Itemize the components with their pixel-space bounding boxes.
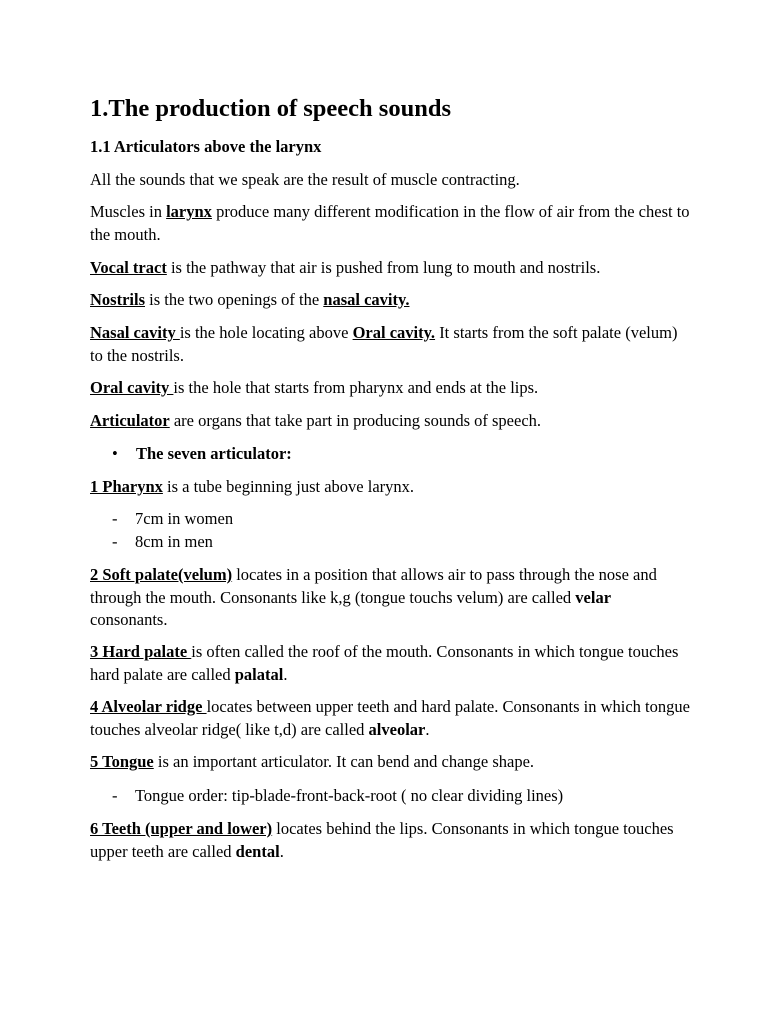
dash-icon: -	[112, 532, 118, 551]
paragraph-larynx: Muscles in larynx produce many different modification in the flow of air from the chest to the mouth.	[90, 202, 690, 244]
page-title: 1.The production of speech sounds	[90, 95, 452, 122]
paragraph-articulator: Articulator are organs that take part in producing sounds of speech.	[90, 411, 542, 430]
paragraph-soft-palate: 2 Soft palate(velum) locates in a position that allows air to pass through the nose and through the mouth. Consonants like k,g (tongue touchs velum) are called velar consonants.	[90, 565, 657, 629]
term-palatal: palatal	[234, 664, 284, 684]
term-hard-palate: 3 Hard palate	[90, 642, 192, 661]
paragraph-nostrils: Nostrils is the two openings of the nasal cavity.	[90, 290, 410, 309]
paragraph-pharynx: 1 Pharynx is a tube beginning just above larynx.	[90, 477, 415, 496]
term-nostrils: Nostrils	[90, 290, 145, 309]
term-pharynx: 1 Pharynx	[90, 477, 163, 496]
term-velar: velar	[575, 587, 612, 607]
term-vocal-tract: Vocal tract	[90, 258, 167, 277]
paragraph-hard-palate: 3 Hard palate is often called the roof of the mouth. Consonants in which tongue touches hard palate are called palatal.	[90, 642, 679, 684]
paragraph-alveolar-ridge: 4 Alveolar ridge locates between upper teeth and hard palate. Consonants in which tongue touches alveolar ridge( like t,d) are called alveolar.	[90, 697, 690, 739]
term-nasal-cavity: nasal cavity.	[323, 290, 410, 309]
term-nasal-cavity-def: Nasal cavity	[90, 323, 180, 342]
term-alveolar-ridge: 4 Alveolar ridge	[90, 697, 207, 716]
list-item: - 7cm in women	[112, 508, 233, 531]
dash-icon: -	[112, 786, 118, 805]
bullet-item-seven-articulator: • The seven articulator:	[112, 443, 292, 466]
section-heading: 1.1 Articulators above the larynx	[90, 137, 322, 156]
term-oral-cavity-def: Oral cavity	[90, 378, 174, 397]
paragraph-muscle: All the sounds that we speak are the result of muscle contracting.	[90, 170, 520, 189]
bullet-icon: •	[112, 444, 118, 463]
paragraph-teeth: 6 Teeth (upper and lower) locates behind the lips. Consonants in which tongue touches upper teeth are called dental.	[90, 819, 674, 861]
term-dental: dental	[235, 841, 280, 861]
term-alveolar: alveolar	[368, 719, 426, 739]
term-oral-cavity: Oral cavity.	[352, 323, 436, 342]
list-item: - Tongue order: tip-blade-front-back-root ( no clear dividing lines)	[112, 785, 563, 808]
term-teeth: 6 Teeth (upper and lower)	[90, 819, 273, 838]
term-soft-palate: 2 Soft palate(velum)	[90, 565, 233, 584]
dash-icon: -	[112, 509, 118, 528]
list-item: - 8cm in men	[112, 531, 213, 554]
paragraph-oral-cavity: Oral cavity is the hole that starts from pharynx and ends at the lips.	[90, 378, 539, 397]
term-tongue: 5 Tongue	[90, 752, 154, 771]
term-articulator: Articulator	[90, 411, 170, 430]
paragraph-vocal-tract: Vocal tract is the pathway that air is pushed from lung to mouth and nostrils.	[90, 258, 601, 277]
paragraph-nasal-cavity: Nasal cavity is the hole locating above Oral cavity. It starts from the soft palate (velum) to the nostrils.	[90, 323, 678, 365]
term-larynx: larynx	[166, 202, 212, 221]
paragraph-tongue: 5 Tongue is an important articulator. It can bend and change shape.	[90, 752, 535, 771]
